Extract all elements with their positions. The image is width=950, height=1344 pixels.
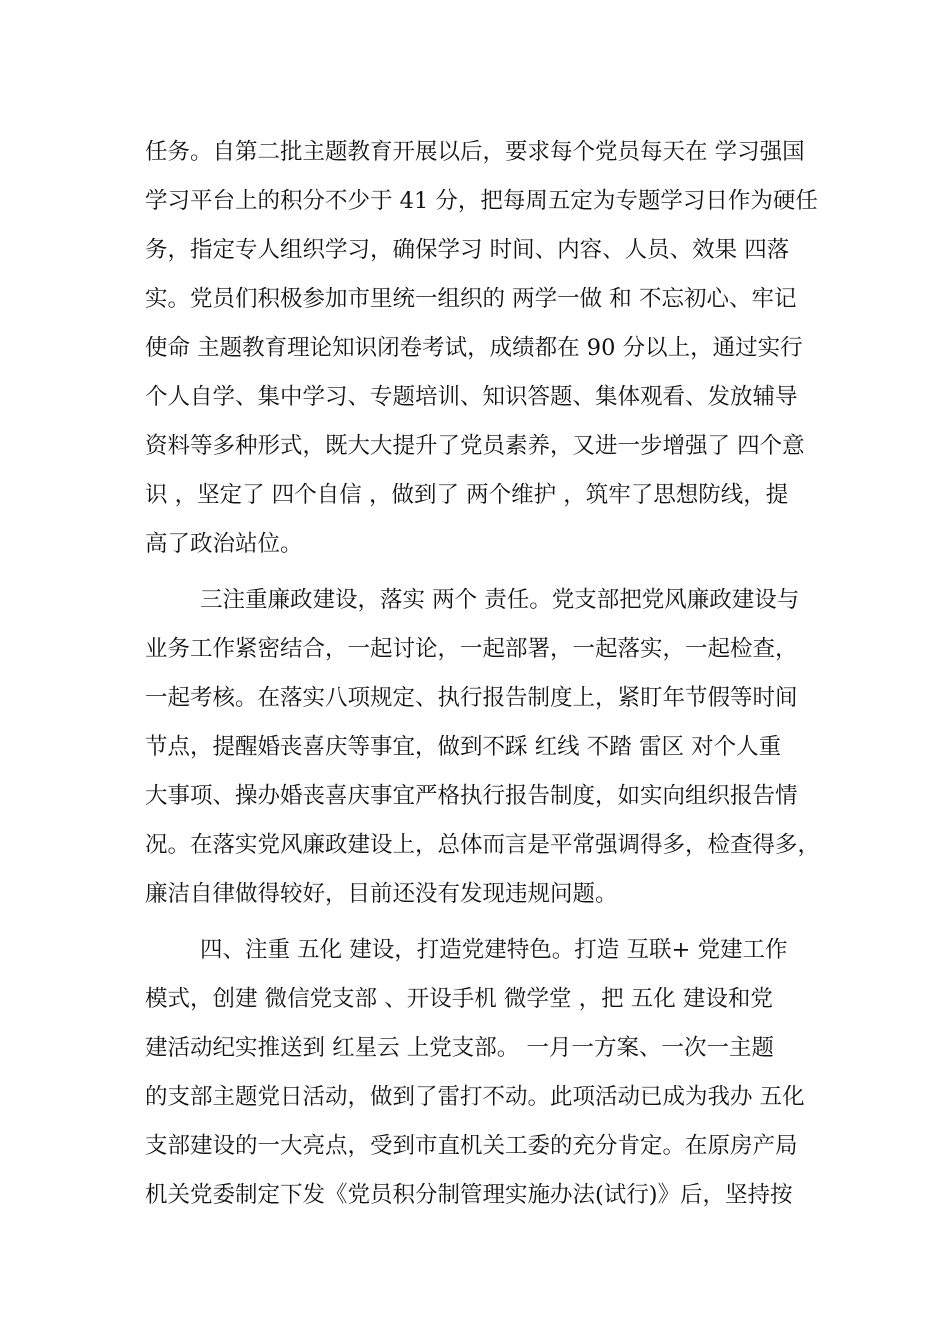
- text-line: 廉洁自律做得较好，目前还没有发现违规问题。: [145, 881, 618, 907]
- text-line: 业务工作紧密结合，一起讨论，一起部署，一起落实，一起检查，: [145, 636, 798, 662]
- text-line: 建活动纪实推送到 红星云 上党支部。 一月一方案、一次一主题: [145, 1035, 774, 1061]
- text-line: 模式，创建 微信党支部 、开设手机 微学堂 ，把 五化 建设和党: [145, 986, 773, 1012]
- text-line: 资料等多种形式，既大大提升了党员素养，又进一步增强了 四个意: [145, 433, 805, 459]
- text-line: 使命 主题教育理论知识闭卷考试，成绩都在 90 分以上，通过实行: [145, 335, 803, 361]
- text-line: 个人自学、集中学习、专题培训、知识答题、集体观看、发放辅导: [145, 384, 798, 410]
- text-line: 四、注重 五化 建设，打造党建特色。打造 互联+ 党建工作: [200, 937, 788, 963]
- text-line: 支部建设的一大亮点，受到市直机关工委的充分肯定。在原房产局: [145, 1133, 798, 1159]
- text-line: 高了政治站位。: [145, 531, 303, 557]
- text-line: 的支部主题党日活动，做到了雷打不动。此项活动已成为我办 五化: [145, 1084, 805, 1110]
- text-line: 一起考核。在落实八项规定、执行报告制度上，紧盯年节假等时间: [145, 685, 798, 711]
- text-line: 况。在落实党风廉政建设上，总体而言是平常强调得多，检查得多，: [145, 832, 821, 858]
- text-line: 机关党委制定下发《党员积分制管理实施办法(试行)》后，坚持按: [145, 1182, 793, 1208]
- text-line: 节点，提醒婚丧喜庆等事宜，做到不踩 红线 不踏 雷区 对个人重: [145, 734, 782, 760]
- text-line: 三注重廉政建设，落实 两个 责任。党支部把党风廉政建设与: [200, 587, 800, 613]
- text-line: 实。党员们积极参加市里统一组织的 两学一做 和 不忘初心、牢记: [145, 286, 797, 312]
- text-line: 大事项、操办婚丧喜庆事宜严格执行报告制度，如实向组织报告情: [145, 783, 798, 809]
- text-line: 识 ，坚定了 四个自信 ，做到了 两个维护 ，筑牢了思想防线，提: [145, 482, 789, 508]
- text-line: 务，指定专人组织学习，确保学习 时间、内容、人员、效果 四落: [145, 237, 790, 263]
- text-line: 学习平台上的积分不少于 41 分，把每周五定为专题学习日作为硬任: [145, 188, 818, 214]
- text-line: 任务。自第二批主题教育开展以后，要求每个党员每天在 学习强国: [145, 139, 805, 165]
